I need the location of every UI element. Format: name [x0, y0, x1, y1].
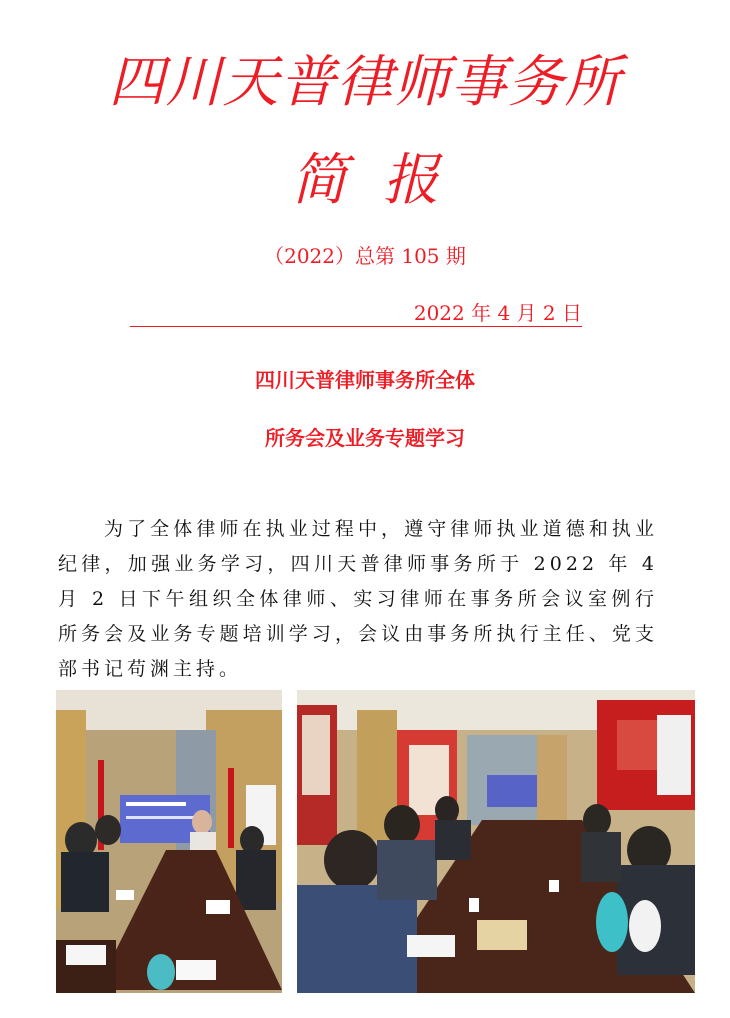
meeting-photo-icon: [297, 690, 695, 993]
issue-date-line: [130, 300, 582, 327]
meeting-photo-right: [297, 690, 695, 993]
meeting-photo-icon: [56, 690, 282, 993]
article-headline-line2: 所务会及业务专题学习: [265, 426, 465, 450]
article-body: 为了全体律师在执业过程中，遵守律师执业道德和执业纪律，加强业务学习，四川天普律师事务所于 2022 年 4 月 2 日下午组织全体律师、实习律师在事务所会议室例行所务会及业务专题培训学习，会议由事务所执行主任、党支部书记苟渊主持。: [58, 518, 658, 680]
meeting-photo-left: [56, 690, 282, 993]
issue-number: （2022）总第 105 期: [264, 244, 466, 268]
issue-date: 2022 年 4 月 2 日: [413, 301, 582, 325]
bulletin-title: 简 报: [291, 148, 439, 213]
firm-name-masthead: 四川天普律师事务所: [108, 50, 622, 115]
article-headline-line1: 四川天普律师事务所全体: [255, 368, 475, 392]
